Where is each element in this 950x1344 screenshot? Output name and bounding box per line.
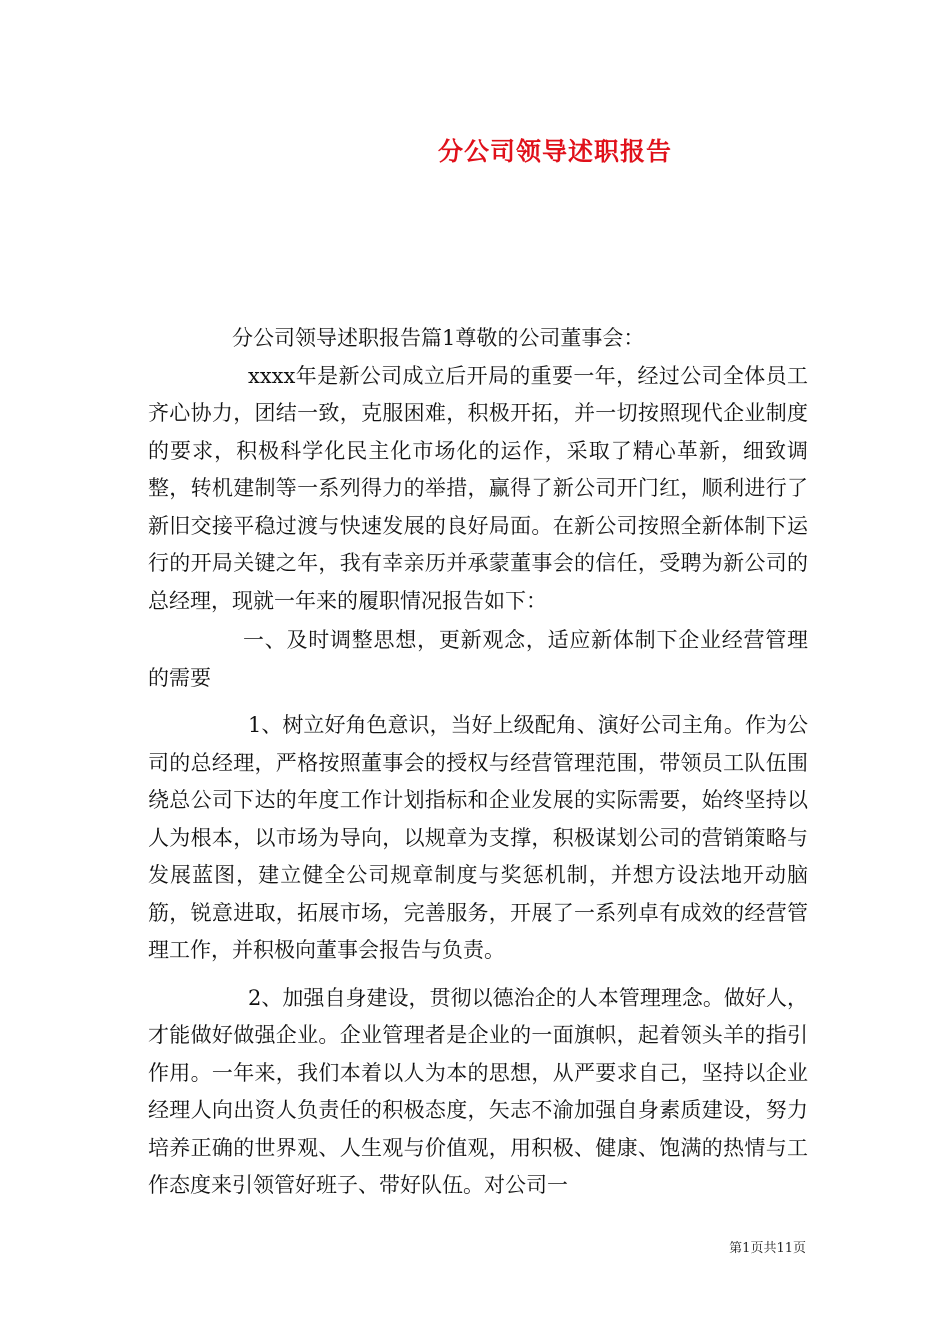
document-title: 分公司领导述职报告 (437, 137, 672, 166)
section-heading-1: 一、及时调整思想，更新观念，适应新体制下企业经营管理的需要 (148, 628, 808, 690)
page-number: 第1页共11页 (729, 1241, 806, 1256)
item-paragraph-2: 2、加强自身建设，贯彻以德治企的人本管理理念。做好人，才能做好做强企业。企业管理者是企业的一面旗帜，起着领头羊的指引作用。一年来，我们本着以人为本的思想，从严要求自己，坚持以企业经理人向出资人负责任的积极态度，矢志不渝加强自身素质建设，努力培养正确的世界观、人生观与价值观，用积极、健康、饱满的热情与工作态度来引领管好班子、带好队伍。对公司一 (148, 985, 808, 1197)
paragraph-opening: xxxx年是新公司成立后开局的重要一年，经过公司全体员工齐心协力，团结一致，克服困难，积极开拓，并一切按照现代企业制度的要求，积极科学化民主化市场化的运作，采取了精心革新，细致调整，转机建制等一系列得力的举措，赢得了新公司开门红，顺利进行了新旧交接平稳过渡与快速发展的良好局面。在新公司按照全新体制下运行的开局关键之年，我有幸亲历并承蒙董事会的信任，受聘为新公司的总经理，现就一年来的履职情况报告如下： (148, 363, 808, 613)
document-body (148, 320, 808, 1205)
intro-line: 分公司领导述职报告篇1尊敬的公司董事会： (232, 326, 645, 350)
item-paragraph-1: 1、树立好角色意识，当好上级配角、演好公司主角。作为公司的总经理，严格按照董事会的授权与经营管理范围，带领员工队伍围绕总公司下达的年度工作计划指标和企业发展的实际需要，始终坚持以人为根本，以市场为导向，以规章为支撑，积极谋划公司的营销策略与发展蓝图，建立健全公司规章制度与奖惩机制，并想方设法地开动脑筋，锐意进取，拓展市场，完善服务，开展了一系列卓有成效的经营管理工作，并积极向董事会报告与负责。 (148, 713, 808, 962)
